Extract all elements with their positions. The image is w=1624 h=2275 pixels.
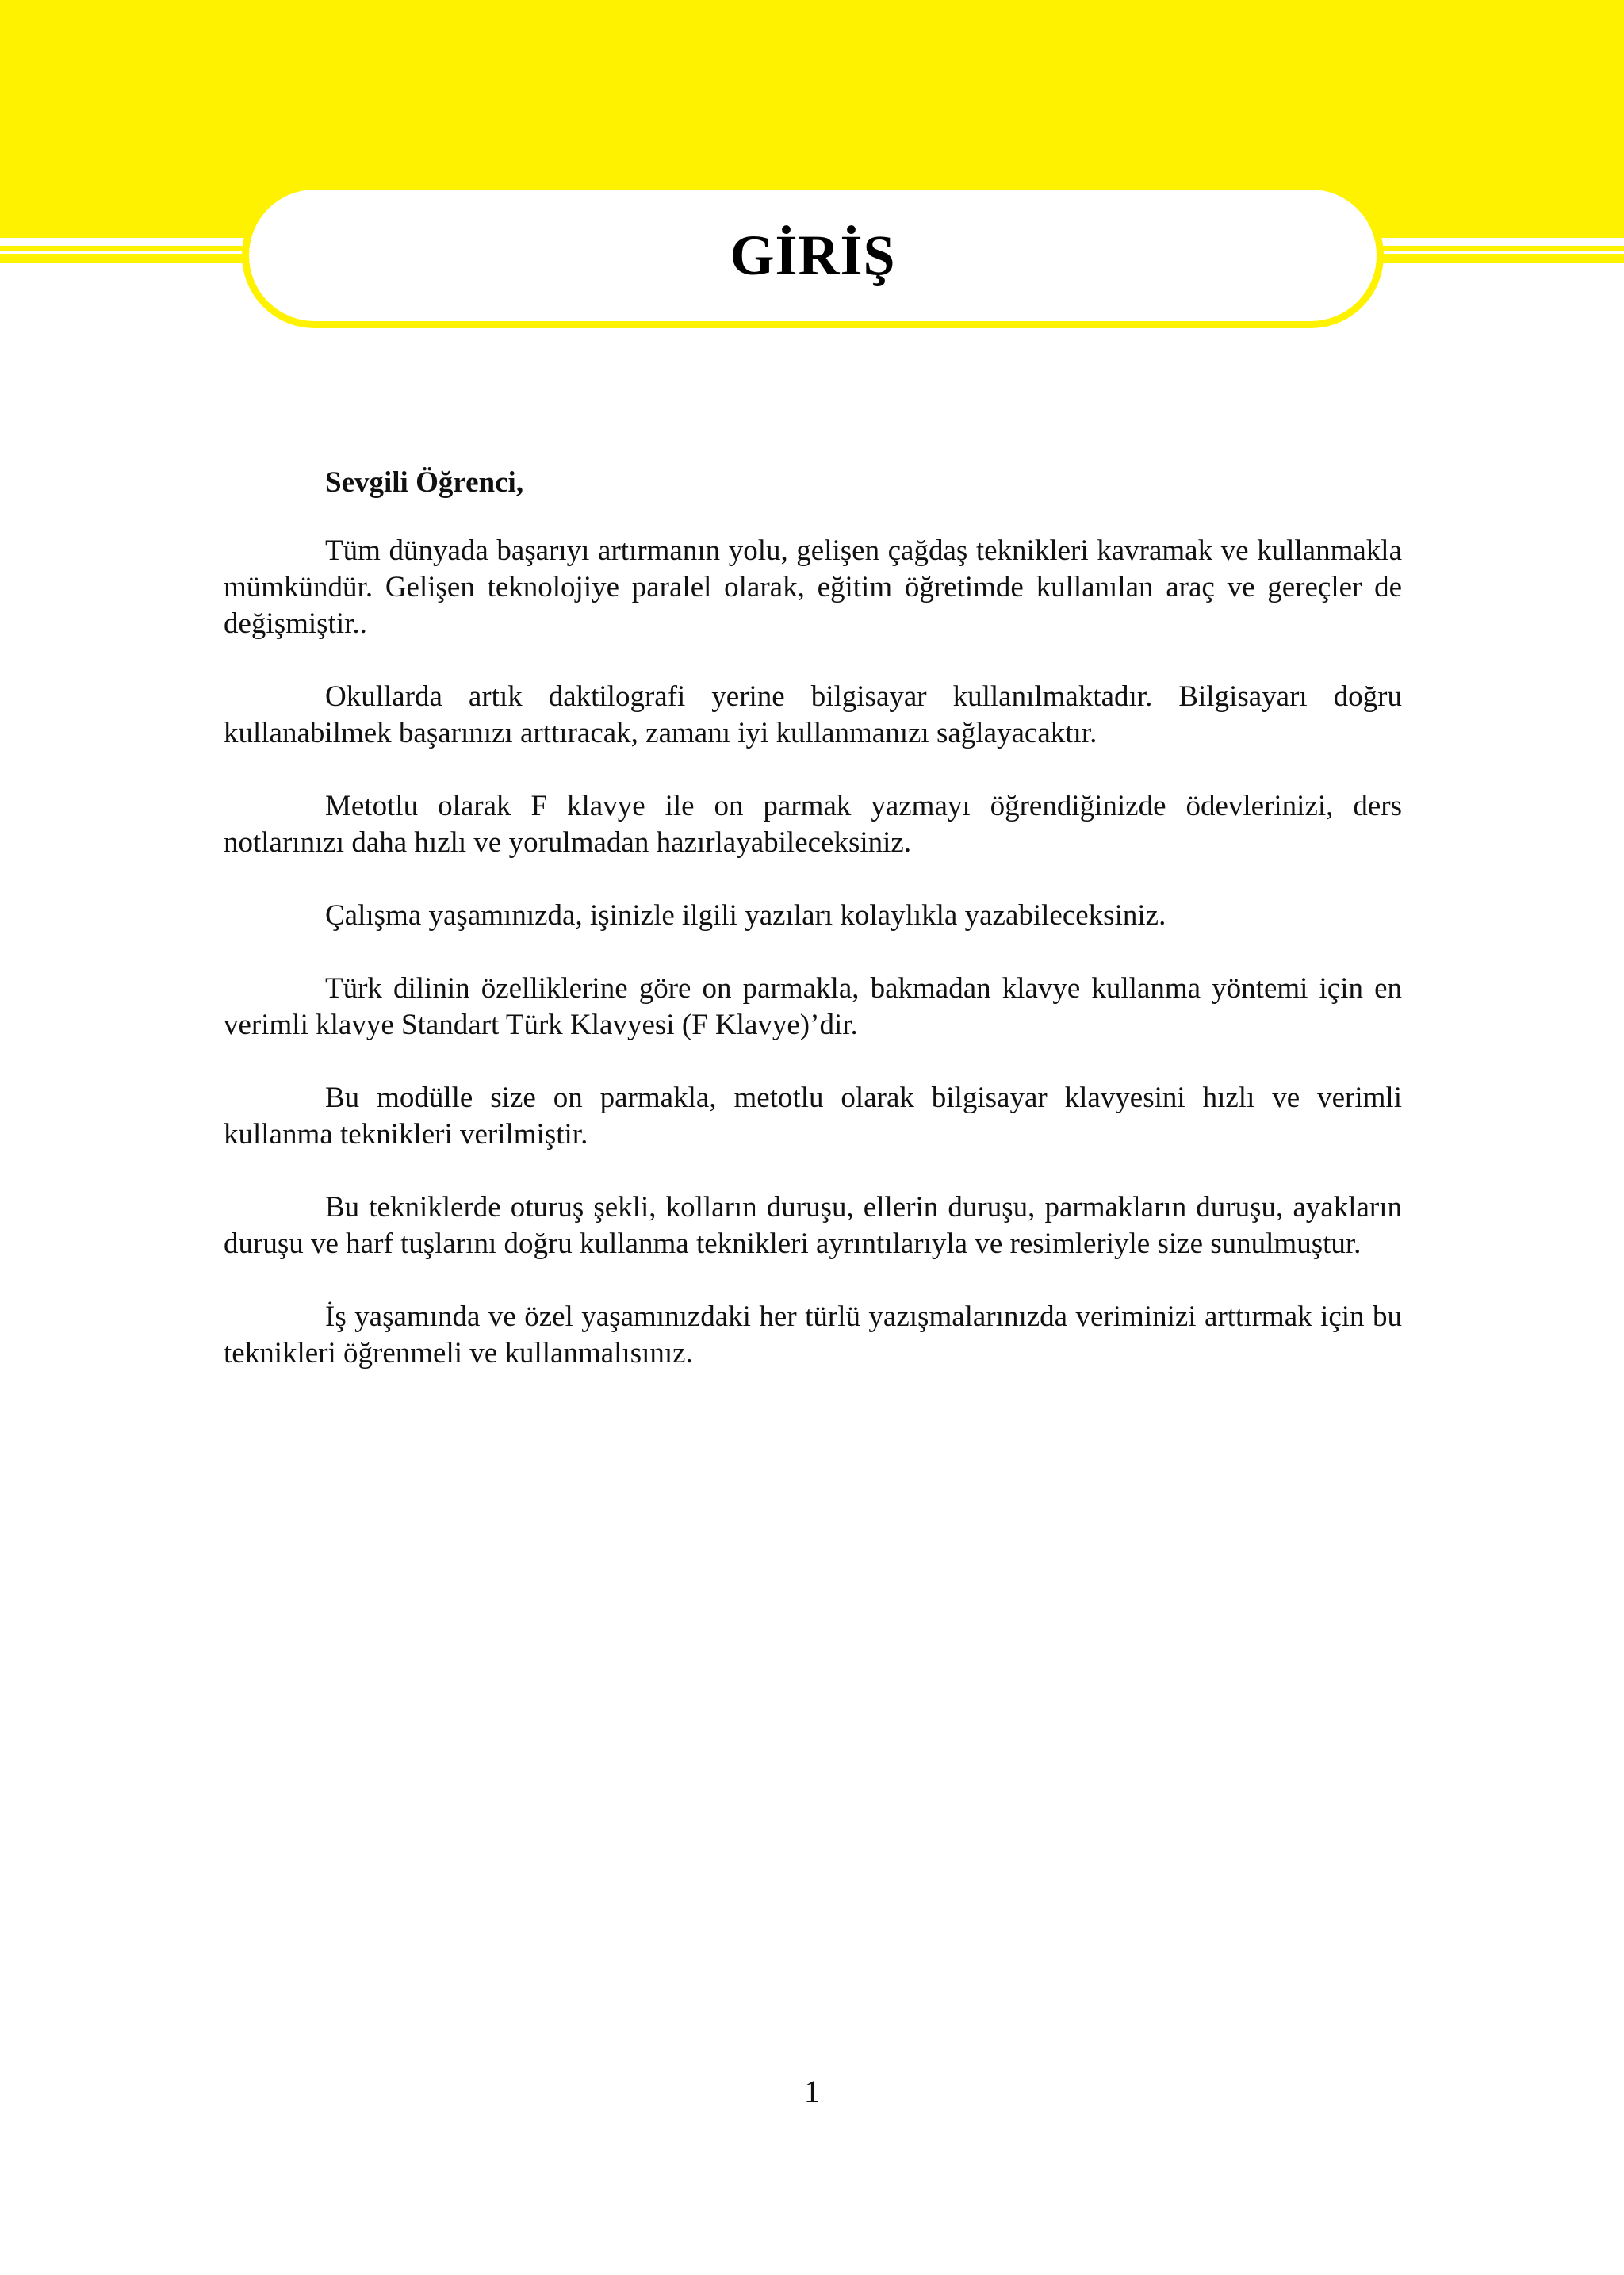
paragraph: Türk dilinin özelliklerine göre on parmakla, bakmadan klavye kullanma yöntemi için en verimli klavye Standart Türk Klavyesi (F Klavye)’dir. — [224, 972, 1402, 1041]
page-number: 1 — [804, 2074, 820, 2109]
paragraph: İş yaşamında ve özel yaşamınızdaki her türlü yazışmalarınızda veriminizi arttırmak için bu teknikleri öğrenmeli ve kullanmalısınız. — [224, 1300, 1402, 1369]
paragraph: Çalışma yaşamınızda, işinizle ilgili yazıları kolaylıkla yazabileceksiniz. — [325, 899, 1166, 932]
paragraph: Bu modülle size on parmakla, metotlu olarak bilgisayar klavyesini hızlı ve verimli kullanma teknikleri verilmiştir. — [224, 1082, 1402, 1151]
paragraph: Bu tekniklerde oturuş şekli, kolların duruşu, ellerin duruşu, parmakların duruşu, ayakların duruşu ve harf tuşlarını doğru kullanma teknikleri ayrıntılarıyla ve resimleriyle size sunulmuştur. — [224, 1191, 1402, 1260]
salutation: Sevgili Öğrenci, — [325, 466, 524, 499]
paragraph: Tüm dünyada başarıyı artırmanın yolu, gelişen çağdaş teknikleri kavramak ve kullanmakla mümkündür. Gelişen teknolojiye paralel olarak, eğitim öğretimde kullanılan araç ve gereçler de değişmiştir.. — [224, 534, 1402, 640]
paragraph: Okullarda artık daktilografi yerine bilgisayar kullanılmaktadır. Bilgisayarı doğru kullanabilmek başarınızı arttıracak, zamanı iyi kullanmanızı sağlayacaktır. — [224, 680, 1402, 749]
title-banner — [242, 182, 1384, 328]
document-body — [224, 465, 1402, 1408]
page-title: GİRİŞ — [730, 223, 896, 287]
paragraph: Metotlu olarak F klavye ile on parmak yazmayı öğrendiğinizde ödevlerinizi, ders notlarınızı daha hızlı ve yorulmadan hazırlayabileceksiniz. — [224, 790, 1402, 859]
